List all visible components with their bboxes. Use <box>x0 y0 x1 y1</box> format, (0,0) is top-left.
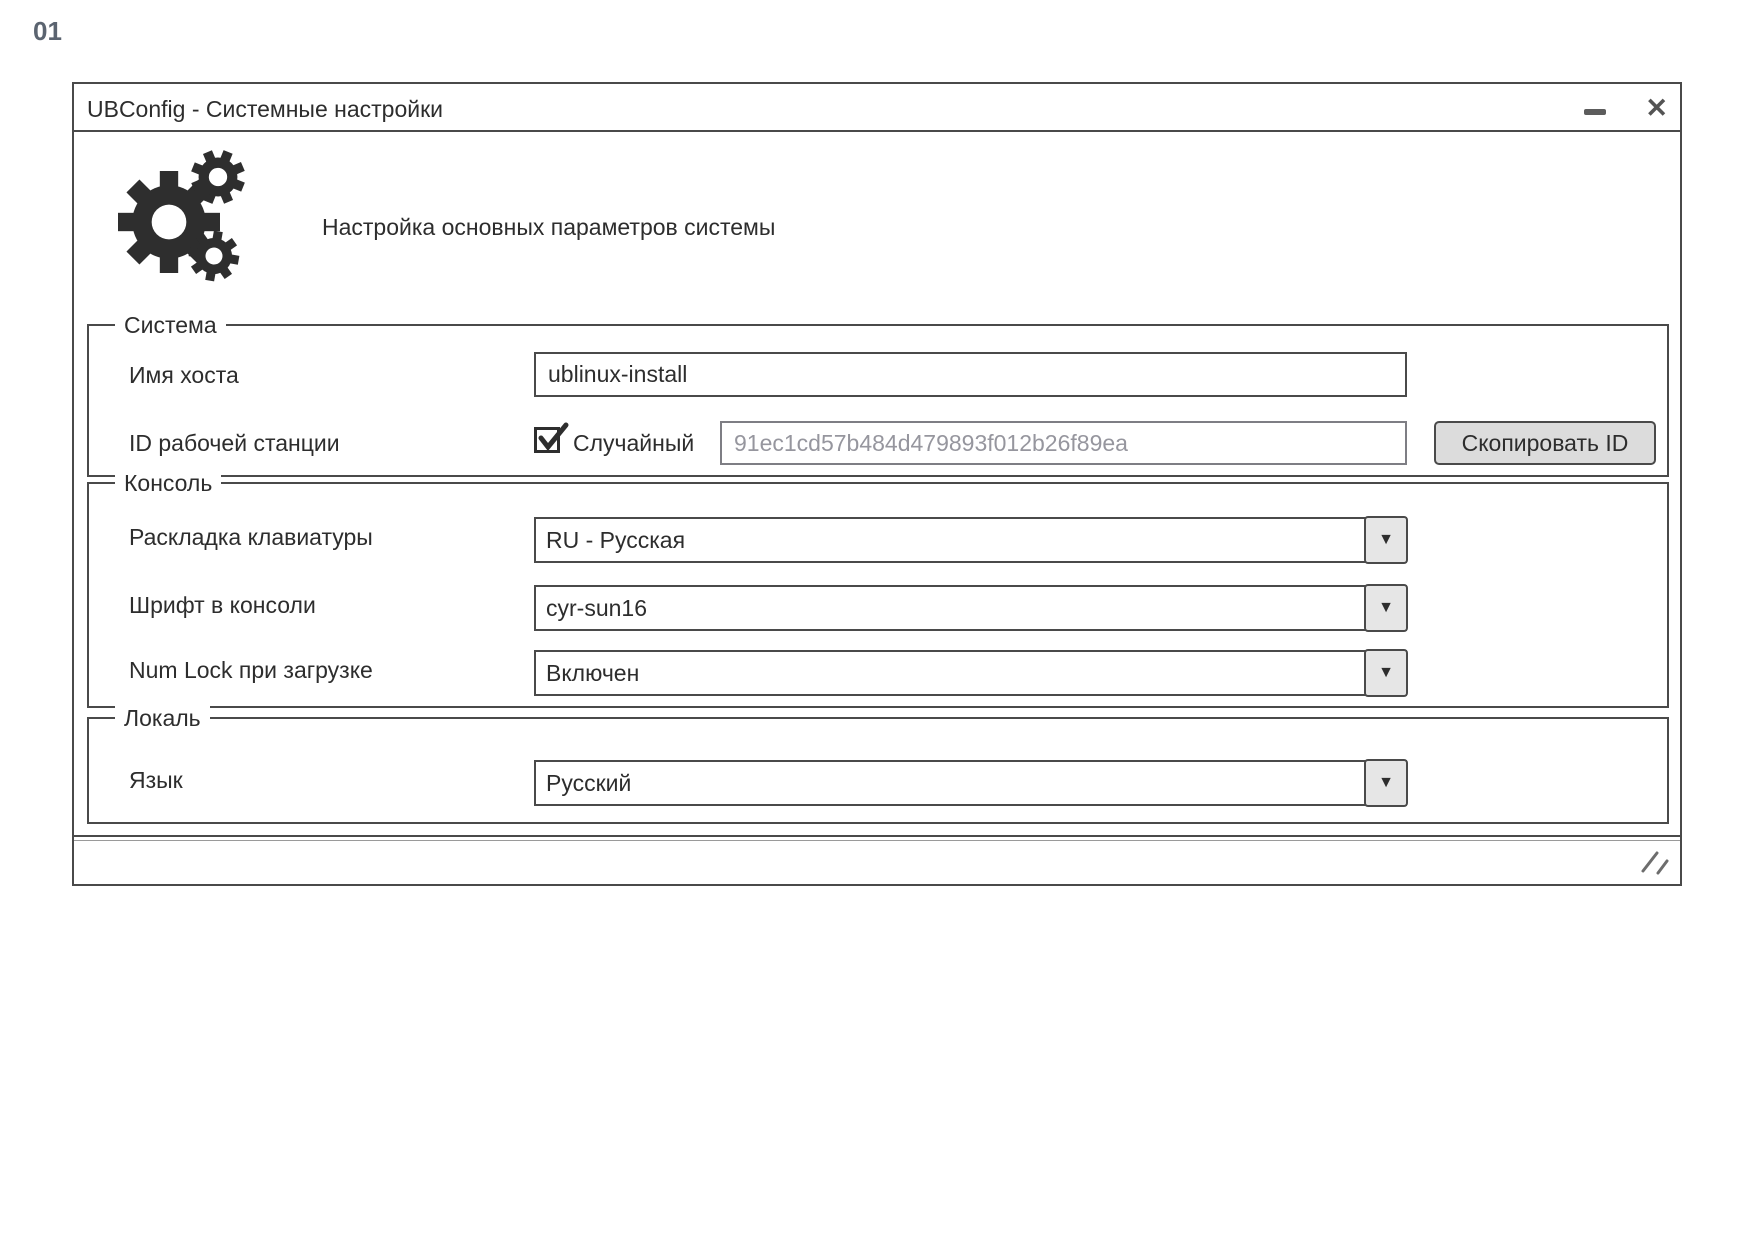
minimize-icon[interactable] <box>1584 109 1606 115</box>
numlock-label: Num Lock при загрузке <box>129 657 373 683</box>
chevron-down-icon: ▼ <box>1378 599 1394 616</box>
chevron-down-icon: ▼ <box>1378 531 1394 548</box>
console-font-value: cyr-sun16 <box>546 595 647 621</box>
numlock-value: Включен <box>546 660 640 686</box>
random-id-checkbox[interactable] <box>534 427 560 453</box>
group-locale-legend: Локаль <box>115 705 210 731</box>
language-select[interactable] <box>534 760 1407 806</box>
window-subtitle: Настройка основных параметров системы <box>322 214 776 240</box>
numlock-select[interactable] <box>534 650 1407 696</box>
group-console <box>87 470 1669 708</box>
group-system <box>87 312 1669 477</box>
station-id-input[interactable] <box>720 421 1407 465</box>
checkmark-icon <box>535 420 571 454</box>
keyboard-layout-label: Раскладка клавиатуры <box>129 524 373 550</box>
language-value: Русский <box>546 770 632 796</box>
gears-icon <box>112 150 264 302</box>
resize-grip-icon[interactable] <box>1640 849 1670 875</box>
status-bar <box>74 835 1680 884</box>
group-system-legend: Система <box>115 312 226 338</box>
hostname-label: Имя хоста <box>129 362 239 388</box>
keyboard-layout-value: RU - Русская <box>546 527 686 553</box>
window-title: UBConfig - Системные настройки <box>87 96 443 122</box>
ubconfig-window <box>72 82 1682 886</box>
hostname-input[interactable] <box>534 352 1407 397</box>
random-id-checkbox-label: Случайный <box>573 430 695 456</box>
console-font-dropdown-button[interactable] <box>1364 584 1408 632</box>
console-font-select[interactable] <box>534 585 1407 631</box>
station-id-label: ID рабочей станции <box>129 430 340 456</box>
group-locale <box>87 705 1669 824</box>
chevron-down-icon: ▼ <box>1378 664 1394 681</box>
language-label: Язык <box>129 767 183 793</box>
console-font-label: Шрифт в консоли <box>129 592 316 618</box>
title-bar <box>74 84 1680 132</box>
group-console-legend: Консоль <box>115 470 221 496</box>
numlock-dropdown-button[interactable] <box>1364 649 1408 697</box>
keyboard-layout-select[interactable] <box>534 517 1407 563</box>
language-dropdown-button[interactable] <box>1364 759 1408 807</box>
chevron-down-icon: ▼ <box>1378 774 1394 791</box>
close-icon[interactable]: ✕ <box>1645 93 1668 123</box>
keyboard-layout-dropdown-button[interactable] <box>1364 516 1408 564</box>
page-index-label: 01 <box>33 16 62 46</box>
copy-id-button[interactable]: Скопировать ID <box>1434 421 1656 465</box>
